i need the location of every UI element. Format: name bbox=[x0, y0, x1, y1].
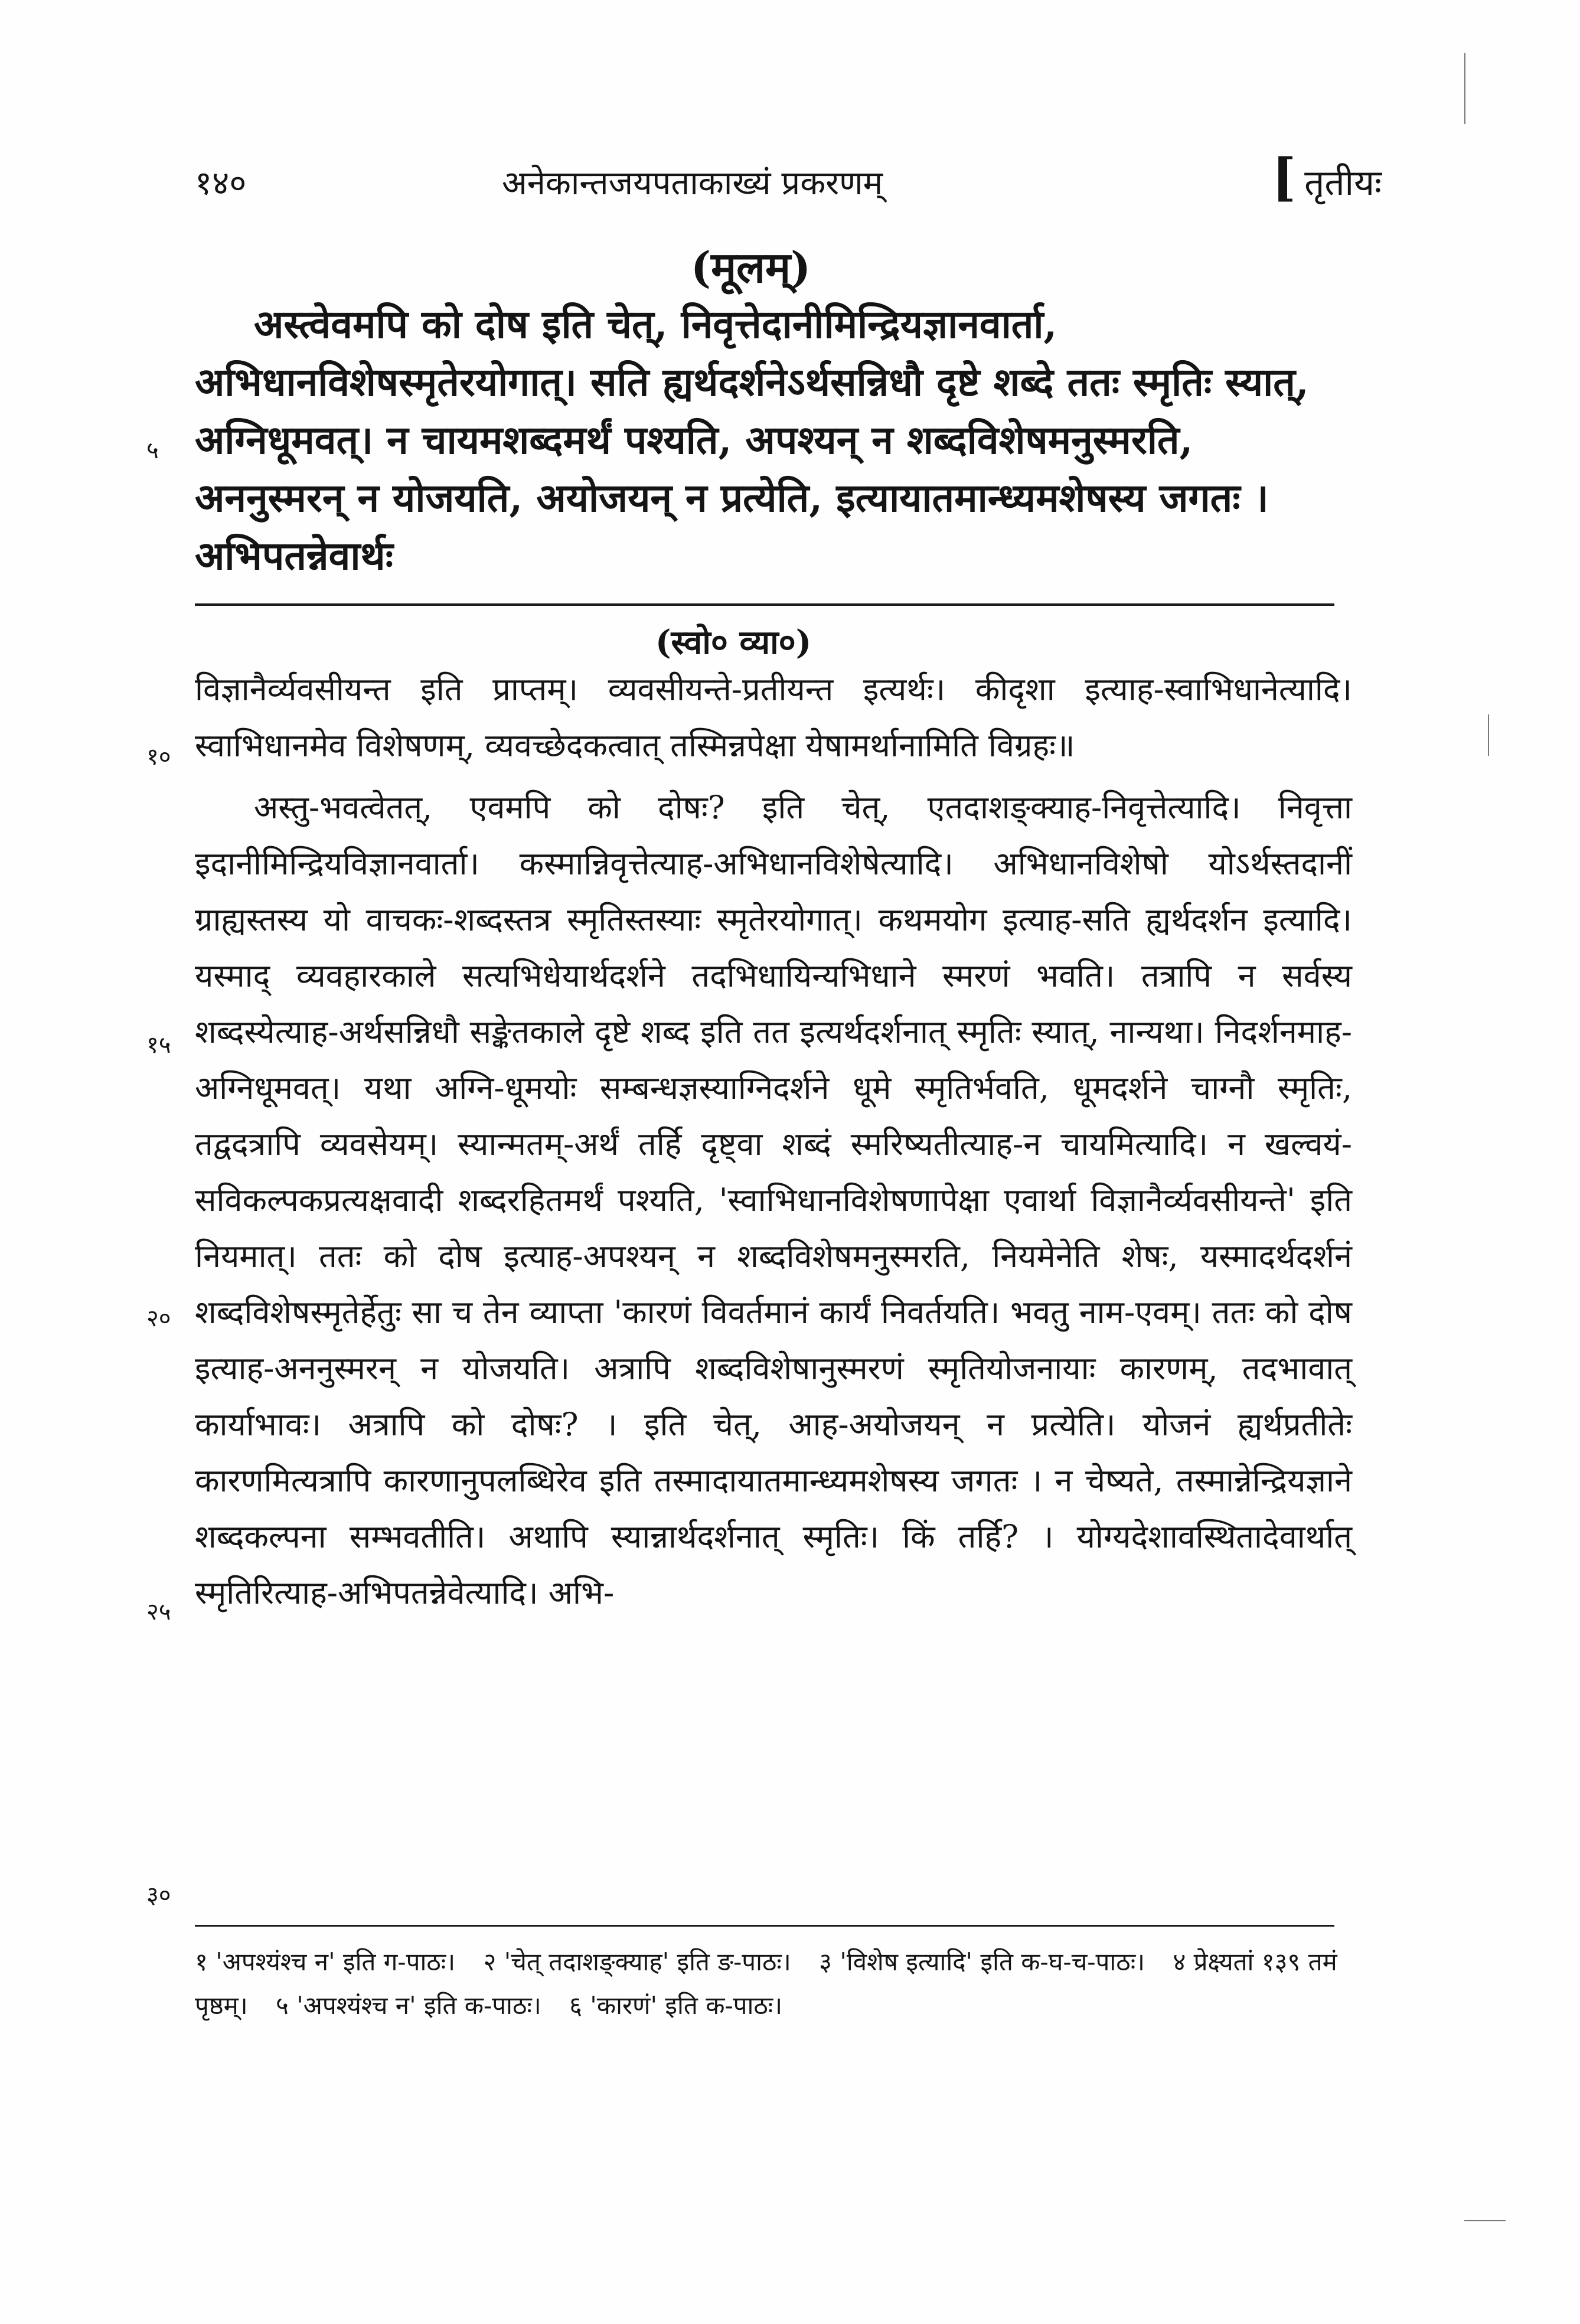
footnotes bbox=[195, 1940, 1352, 2028]
line-number: २५ bbox=[146, 1598, 171, 1626]
chapter-text: तृतीयः bbox=[1304, 162, 1382, 204]
footnote: ४ प्रेक्ष्यतां १३९ तमं पृष्ठम्। bbox=[195, 1947, 1337, 2020]
footnote: १ 'अपश्यंश्च न' इति ग-पाठः। bbox=[195, 1947, 456, 1976]
commentary bbox=[195, 661, 1352, 1627]
commentary-paragraph bbox=[195, 779, 1352, 1621]
running-title: अनेकान्तजयपताकाख्यं प्रकरणम् bbox=[502, 164, 883, 203]
commentary-paragraph-text: अस्तु-भवत्वेतत्, एवमपि को दोषः? इति चेत्, एतदाशङ्क्याह-निवृत्तेत्यादि। निवृत्ता इदानीमिन्द्रियविज्ञानवार्ता। कस्मान्निवृत्तेत्याह-अभिधानविशेषेत्यादि। अभिधानविशेषो योऽर्थस्तदानीं ग्राह्यस्तस्य यो वाचकः-शब्दस्तत्र स्मृतिस्तस्याः स्मृतेरयोगात्। कथमयोग इत्याह-सति ह्यर्थदर्शन इत्यादि। यस्माद् व्यवहारकाले सत्यभिधेयार्थदर्शने तदभिधायिन्यभिधाने स्मरणं भवति। तत्रापि न सर्वस्य शब्दस्येत्याह-अर्थसन्निधौ सङ्केतकाले दृष्टे शब्द इति तत इत्यर्थदर्शनात् स्मृतिः स्यात्, नान्यथा। निदर्शनमाह-अग्निधूमवत्। यथा अग्नि-धूमयोः सम्बन्धज्ञस्याग्निदर्शने धूमे स्मृतिर्भवति, धूमदर्शने चाग्नौ स्मृतिः, तद्वदत्रापि व्यवसेयम्। स्यान्मतम्-अर्थं तर्हि दृष्ट्वा शब्दं स्मरिष्यतीत्याह-न चायमित्यादि। न खल्वयं-सविकल्पकप्रत्यक्षवादी शब्दरहितमर्थं पश्यति, 'स्वाभिधानविशेषणापेक्षा एवार्था विज्ञानैर्व्यवसीयन्ते' इति नियमात्। ततः को दोष इत्याह-अपश्यन् न शब्दविशेषमनुस्मरति, नियमेनेति शेषः, यस्मादर्थदर्शनं शब्दविशेषस्मृतेर्हेतुः सा च तेन व्याप्ता 'कारणं विवर्तमानं कार्यं निवर्तयति। भवतु नाम-एवम्। ततः को दोष इत्याह-अननुस्मरन् न योजयति। अत्रापि शब्दविशेषानुस्मरणं स्मृतियोजनायाः कारणम्, तदभावात् कार्याभावः। अत्रापि को दोषः? । इति चेत्, आह-अयोजयन् न प्रत्येति। योजनं ह्यर्थप्रतीतेः कारणमित्यत्रापि कारणानुपलब्धिरेव इति तस्मादायातमान्ध्यमशेषस्य जगतः । न चेष्यते, तस्मान्नेन्द्रियज्ञाने शब्दकल्पना सम्भवतीति। अथापि स्यान्नार्थदर्शनात् स्मृतिः। किं तर्हि? । योग्यदेशावस्थितादेवार्थात् स्मृतिरित्याह-अभिपतन्नेवेत्यादि। अभि- bbox=[195, 789, 1352, 1611]
footnote: ३ 'विशेष इत्यादि' इति क-घ-च-पाठः। bbox=[819, 1947, 1145, 1976]
commentary-paragraph bbox=[195, 661, 1352, 773]
mula-heading: (मूलम्) bbox=[691, 242, 811, 292]
scan-edge-mark bbox=[1464, 2220, 1506, 2221]
page-number: १४० bbox=[195, 164, 247, 203]
commentary-heading: (स्वो० व्या०) bbox=[655, 623, 812, 662]
footnote: ६ 'कारणं' इति क-पाठः। bbox=[569, 1991, 783, 2020]
line-number: ५ bbox=[146, 437, 159, 464]
footnote-rule bbox=[195, 1925, 1334, 1927]
line-number: ३० bbox=[146, 1882, 171, 1909]
line-number: २० bbox=[146, 1305, 171, 1332]
mula-body: अस्त्वेवमपि को दोष इति चेत्, निवृत्तेदानीमिन्द्रियज्ञानवार्ता, अभिधानविशेषस्मृतेरयोगात्। सति ह्यर्थदर्शनेऽर्थसन्निधौ दृष्टे शब्दे ततः स्मृतिः स्यात्, अग्निधूमवत्। न चायमशब्दमर्थं पश्यति, अपश्यन् न शब्दविशेषमनुस्मरति, अननुस्मरन् न योजयति, अयोजयन् न प्रत्येति, इत्यायातमान्ध्यमशेषस्य जगतः । अभिपतन्नेवार्थः bbox=[195, 301, 1309, 579]
commentary-paragraph-text: विज्ञानैर्व्यवसीयन्त इति प्राप्तम्। व्यवसीयन्ते-प्रतीयन्त इत्यर्थः। कीदृशा इत्याह-स्वाभिधानेत्यादि। स्वाभिधानमेव विशेषणम्, व्यवच्छेदकत्वात् तस्मिन्नपेक्षा येषामर्थानामिति विग्रहः॥ bbox=[195, 671, 1352, 764]
scan-edge-mark bbox=[1464, 53, 1465, 124]
chapter-label bbox=[1272, 148, 1382, 207]
footnote: २ 'चेत् तदाशङ्क्याह' इति ङ-पाठः। bbox=[483, 1947, 791, 1976]
bracket-mark: [ bbox=[1272, 148, 1297, 207]
line-number: १५ bbox=[146, 1032, 171, 1059]
line-number: १० bbox=[146, 743, 171, 771]
footnote: ५ 'अपश्यंश्च न' इति क-पाठः। bbox=[276, 1991, 541, 2020]
scan-edge-mark bbox=[1488, 714, 1489, 756]
running-header bbox=[195, 148, 1382, 213]
mula-text bbox=[195, 295, 1352, 585]
section-divider bbox=[195, 603, 1334, 606]
